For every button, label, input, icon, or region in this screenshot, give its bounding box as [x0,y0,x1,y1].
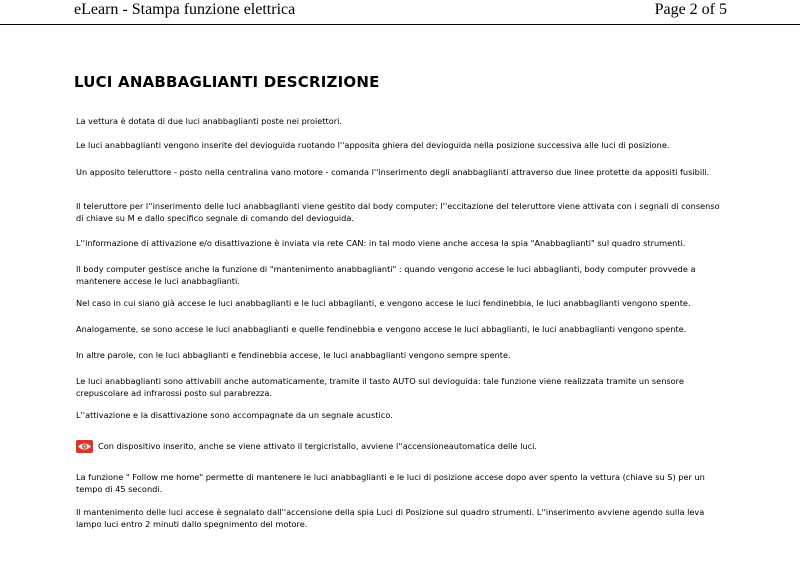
page-number: Page 2 of 5 [654,1,727,18]
section-title: LUCI ANABBAGLIANTI DESCRIZIONE [74,73,380,91]
page-header [0,0,800,25]
note-text: Con dispositivo inserito, anche se viene attivato il tergicristallo, avviene l''accensioneautomatica delle luci. [98,441,538,451]
document-title: eLearn - Stampa funzione elettrica [74,1,296,18]
paragraph: Le luci anabbaglianti sono attivabili anche automaticamente, tramite il tasto AUTO sul devioguida: tale funzione viene realizzata tramite un sensore crepuscolare ad infrarossi posto sul parabrezza. [76,376,684,398]
paragraph: Analogamente, se sono accese le luci anabbaglianti e quelle fendinebbia e vengono accese le luci abbaglianti, le luci anabbaglianti vengono spente. [76,324,687,334]
paragraph: La funzione " Follow me home" permette di mantenere le luci anabbaglianti e le luci di posizione accese dopo aver spento la vettura (chiave su S) per un tempo di 45 secondi. [76,472,705,494]
paragraph: Nel caso in cui siano già accese le luci anabbaglianti e le luci abbaglianti, e vengono accese le luci fendinebbia, le luci anabbaglianti vengono spente. [76,298,691,308]
eye-icon [76,440,93,453]
paragraph: L''informazione di attivazione e/o disattivazione è inviata via rete CAN: in tal modo viene anche accesa la spia "Anabbaglianti" sul quadro strumenti. [76,238,686,248]
paragraph: Un apposito teleruttore - posto nella centralina vano motore - comanda l''inserimento degli anabbaglianti attraverso due linee protette da appositi fusibili. [76,167,710,177]
paragraph: La vettura è dotata di due luci anabbaglianti poste nei proiettori. [76,116,342,126]
paragraph: Il body computer gestisce anche la funzione di "mantenimento anabbaglianti" : quando vengono accese le luci abbaglianti, body computer provvede a mantenere accese le luci anabbaglianti. [76,264,696,286]
paragraph: L''attivazione e la disattivazione sono accompagnate da un segnale acustico. [76,410,393,420]
paragraph: Il teleruttore per l''inserimento delle luci anabbaglianti viene gestito dal body computer: l''eccitazione del teleruttore viene attivata con i segnali di consenso di chiave su M e dallo specifico segnale di comando del devioguida. [76,201,720,223]
paragraph: Le luci anabbaglianti vengono inserite del devioguida ruotando l''apposita ghiera del devioguida nella posizione successiva alle luci di posizione. [76,140,670,150]
paragraph: In altre parole, con le luci abbaglianti e fendinebbia accese, le luci anabbaglianti vengono sempre spente. [76,350,511,360]
paragraph: Il mantenimento delle luci accese è segnalato dall''accensione della spia Luci di Posizione sul quadro strumenti. L''inserimento avviene agendo sulla leva lampo luci entro 2 minuti dallo spegnimento del motore. [76,507,705,529]
